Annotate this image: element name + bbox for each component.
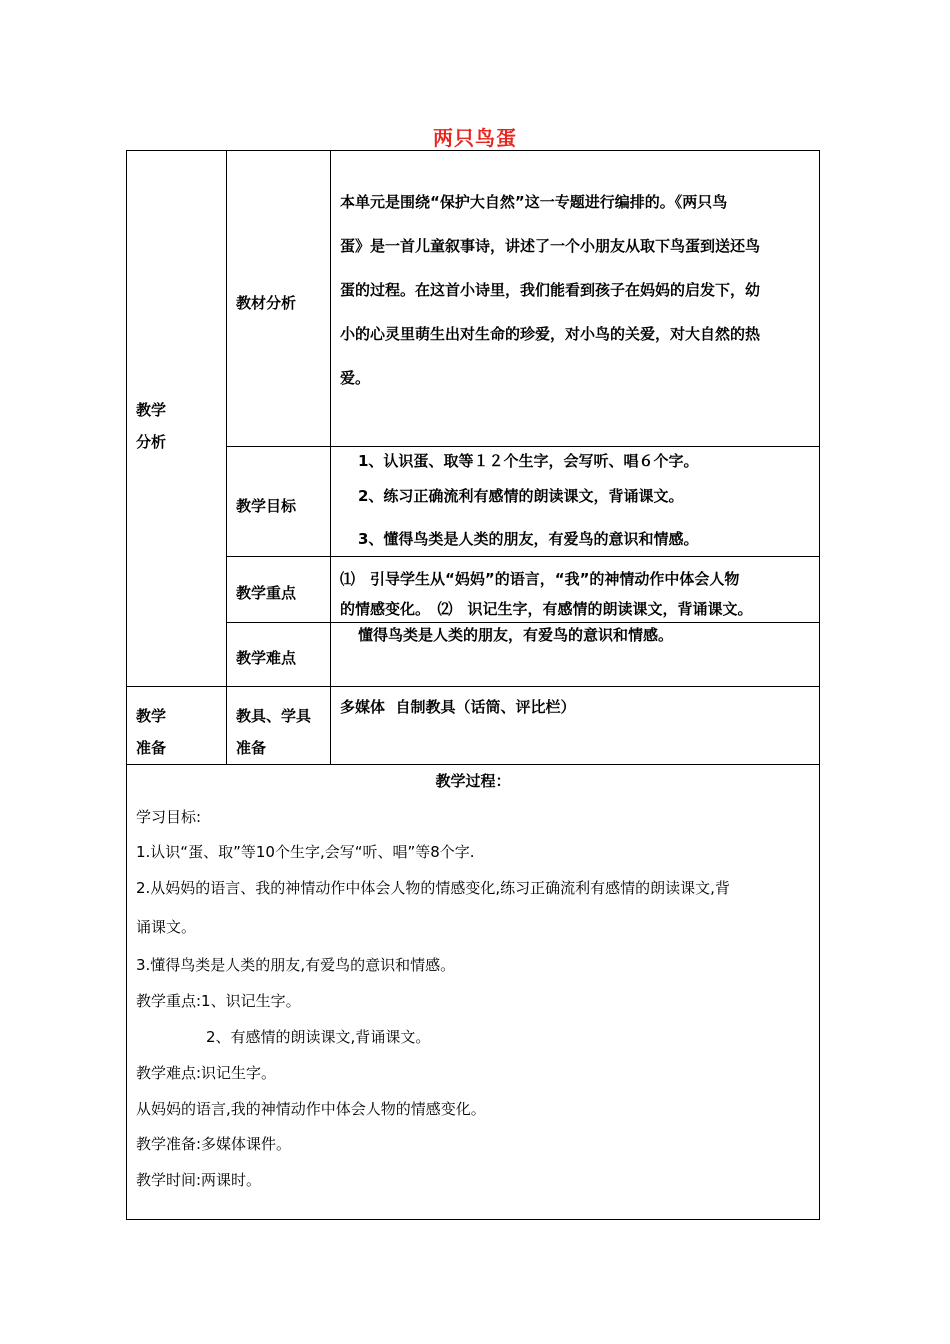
process-line: 3.懂得鸟类是人类的朋友,有爱鸟的意识和情感。: [136, 956, 456, 974]
section-label-analysis-line1: 教学: [136, 401, 167, 419]
tools-content: 多媒体 自制教具（话筒、评比栏）: [340, 698, 576, 716]
row-divider-goals: [226, 556, 820, 557]
material-line: 本单元是围绕“保护大自然”这一专题进行编排的。《两只鸟: [340, 193, 728, 211]
material-line: 小的心灵里萌生出对生命的珍爱，对小鸟的关爱，对大自然的热: [340, 325, 761, 343]
goal-item: 2、练习正确流利有感情的朗读课文，背诵课文。: [358, 487, 684, 505]
material-line: 蛋的过程。在这首小诗里，我们能看到孩子在妈妈的启发下，幼: [340, 281, 761, 299]
section-label-prep-line2: 准备: [136, 739, 167, 757]
row-label-goals: 教学目标: [236, 497, 297, 515]
process-line: 1.认识“蛋、取”等10个生字,会写“听、唱”等8个字.: [136, 843, 475, 861]
row-divider-material: [226, 446, 820, 447]
table-left-border: [126, 150, 127, 1220]
document-title: 两只鸟蛋: [433, 126, 517, 150]
process-line: 学习目标:: [136, 808, 202, 826]
material-line: 爱。: [340, 369, 371, 387]
row-divider-analysis: [126, 686, 820, 687]
process-line: 教学准备:多媒体课件。: [136, 1135, 292, 1153]
key-content: [340, 564, 816, 624]
row-label-tools-line2: 准备: [236, 739, 267, 757]
difficulty-content: 懂得鸟类是人类的朋友，有爱鸟的意识和情感。: [358, 626, 674, 644]
process-line: 从妈妈的语言,我的神情动作中体会人物的情感变化。: [136, 1100, 486, 1118]
col-divider-2: [330, 150, 331, 764]
section-label-analysis-line2: 分析: [136, 433, 167, 451]
section-label-analysis: [136, 394, 166, 458]
goal-item: 1、认识蛋、取等１２个生字，会写听、唱６个字。: [358, 452, 699, 470]
process-line: 2、有感情的朗读课文,背诵课文。: [206, 1028, 431, 1046]
process-line: 教学难点:识记生字。: [136, 1064, 277, 1082]
row-label-tools-line1: 教具、学具: [236, 707, 312, 725]
row-label-difficulty: 教学难点: [236, 649, 297, 667]
row-label-key: 教学重点: [236, 584, 297, 602]
table-right-border: [819, 150, 820, 1220]
row-label-material: 教材分析: [236, 294, 297, 312]
row-divider-prep: [126, 764, 820, 765]
process-line: 教学时间:两课时。: [136, 1171, 262, 1189]
col-divider-1: [226, 150, 227, 764]
key-line: 的情感变化。 ⑵ 识记生字，有感情的朗读课文，背诵课文。: [340, 600, 753, 618]
process-line: 2.从妈妈的语言、我的神情动作中体会人物的情感变化,练习正确流利有感情的朗读课文,背: [136, 879, 730, 897]
material-content: [340, 180, 812, 400]
row-label-tools: [236, 700, 311, 764]
section-label-prep: [136, 700, 166, 764]
key-line: ⑴ 引导学生从“妈妈”的语言，“我”的神情动作中体会人物: [340, 570, 740, 588]
goal-item: 3、懂得鸟类是人类的朋友，有爱鸟的意识和情感。: [358, 530, 699, 548]
table-bottom-border: [126, 1219, 820, 1220]
process-line: 诵课文。: [136, 918, 197, 936]
section-label-prep-line1: 教学: [136, 707, 167, 725]
material-line: 蛋》是一首儿童叙事诗，讲述了一个小朋友从取下鸟蛋到送还鸟: [340, 237, 761, 255]
process-heading: 教学过程：: [435, 772, 511, 790]
process-line: 教学重点:1、识记生字。: [136, 992, 301, 1010]
